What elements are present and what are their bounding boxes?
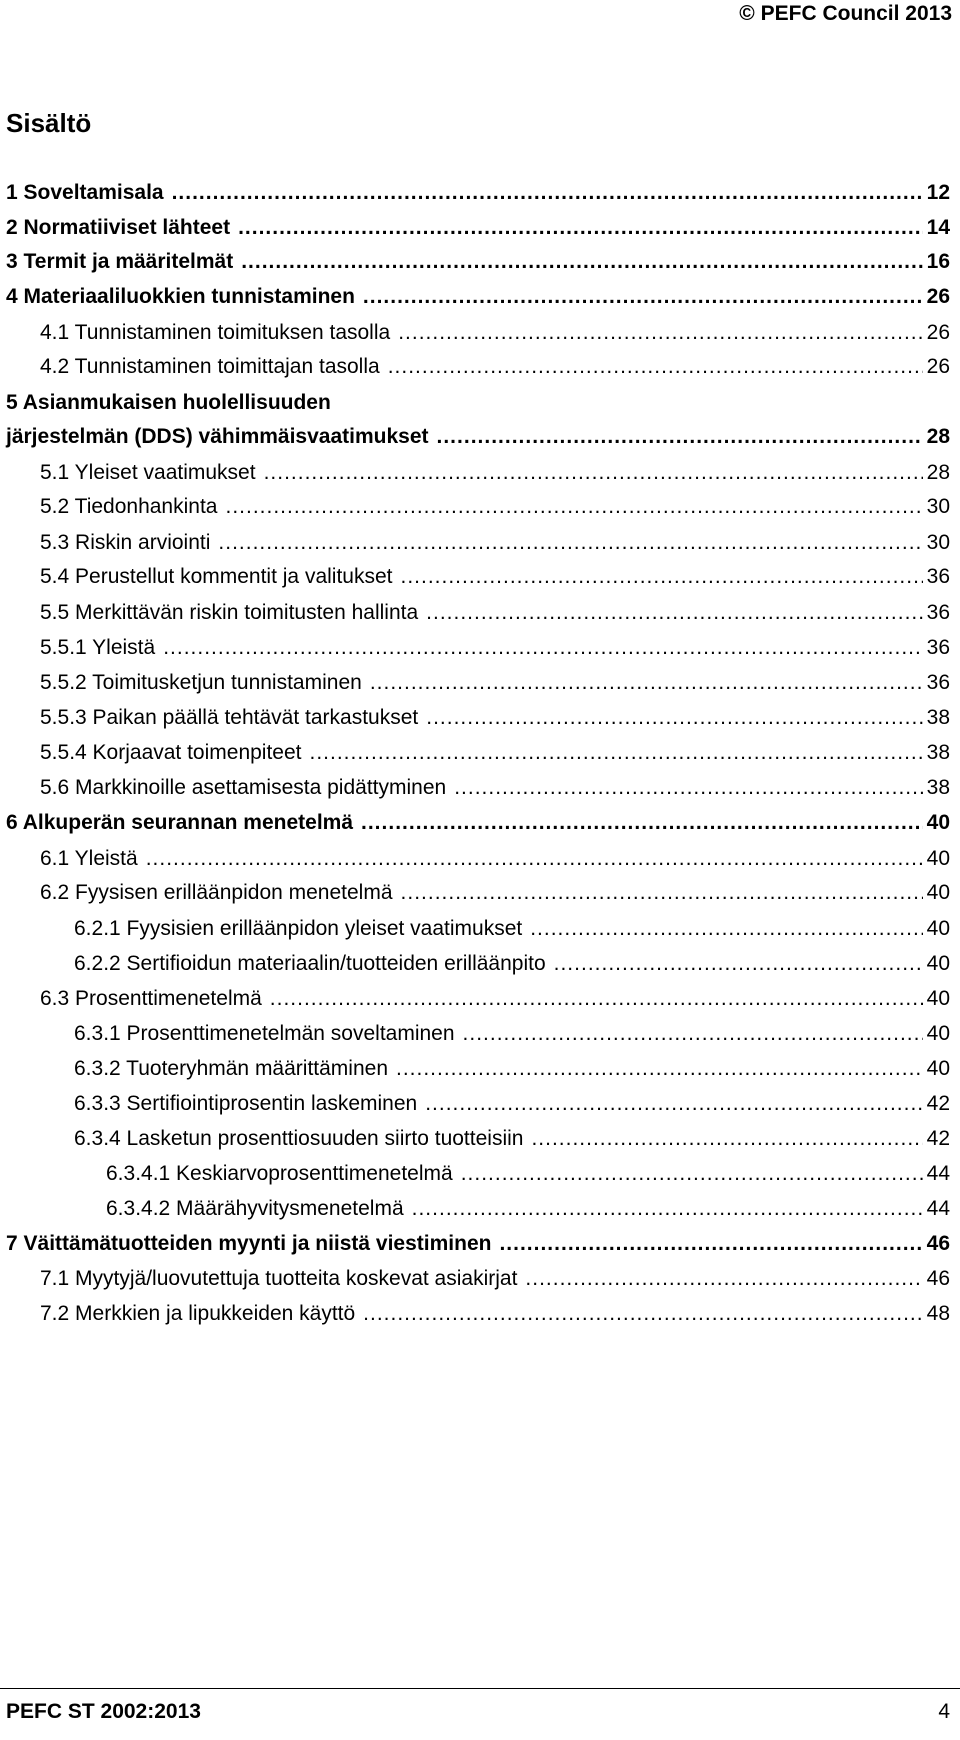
toc-entry[interactable] <box>6 181 950 211</box>
toc-entry[interactable] <box>40 461 950 491</box>
toc-leader-dots <box>525 1267 922 1291</box>
toc-entry-page: 44 <box>926 1162 950 1185</box>
toc-entry[interactable] <box>40 1267 950 1297</box>
toc-entry-page: 14 <box>926 216 950 239</box>
toc-entry-multiline-title-line1 <box>6 391 950 426</box>
toc-entry-label: 5.5.4 Korjaavat toimenpiteet <box>40 741 302 764</box>
toc-entry-label: 6.3.1 Prosenttimenetelmän soveltaminen <box>74 1022 455 1045</box>
toc-entry-page: 26 <box>926 355 950 378</box>
toc-entry[interactable] <box>40 987 950 1017</box>
footer-divider <box>0 1688 960 1689</box>
toc-entry-page: 12 <box>926 181 950 204</box>
toc-leader-dots <box>461 1162 923 1186</box>
toc-entry-page: 48 <box>926 1302 950 1325</box>
toc-leader-dots <box>437 425 923 449</box>
toc-entry-label: 5.5.3 Paikan päällä tehtävät tarkastukset <box>40 706 419 729</box>
toc-entry-label: 6.3 Prosenttimenetelmä <box>40 987 262 1010</box>
toc-entry-page: 38 <box>926 776 950 799</box>
toc-leader-dots <box>370 671 923 695</box>
toc-entry-page: 26 <box>926 321 950 344</box>
toc-entry-page: 30 <box>926 495 950 518</box>
toc-entry-page: 40 <box>926 987 950 1010</box>
toc-entry-label: 4.1 Tunnistaminen toimituksen tasolla <box>40 321 391 344</box>
toc-leader-dots <box>530 917 922 941</box>
toc-entry-label: 6.2.2 Sertifioidun materiaalin/tuotteiden erilläänpito <box>74 952 546 975</box>
toc-entry-page: 40 <box>926 1022 950 1045</box>
toc-entry-label: 5.4 Perustellut kommentit ja valitukset <box>40 565 393 588</box>
toc-entry[interactable] <box>106 1162 950 1192</box>
toc-entry-label: 5.5 Merkittävän riskin toimitusten hallinta <box>40 601 419 624</box>
toc-entry[interactable] <box>6 811 950 841</box>
toc-leader-dots <box>163 636 922 660</box>
toc-leader-dots <box>401 565 923 589</box>
toc-leader-dots <box>425 1092 922 1116</box>
toc-entry-page: 28 <box>926 425 950 448</box>
toc-entry[interactable] <box>40 776 950 806</box>
toc-entry-page: 38 <box>926 741 950 764</box>
toc-entry[interactable] <box>40 355 950 385</box>
toc-leader-dots <box>426 601 922 625</box>
toc-entry[interactable] <box>74 1127 950 1157</box>
toc-entry[interactable] <box>40 706 950 736</box>
toc-entry-page: 40 <box>926 847 950 870</box>
toc-entry-page: 36 <box>926 601 950 624</box>
toc-leader-dots <box>426 706 922 730</box>
toc-entry-label: 7.1 Myytyjä/luovutettuja tuotteita koskevat asiakirjat <box>40 1267 518 1290</box>
toc-leader-dots <box>531 1127 922 1151</box>
toc-leader-dots <box>396 1057 923 1081</box>
toc-entry[interactable] <box>6 285 950 315</box>
toc-entry-label: 6.1 Yleistä <box>40 847 138 870</box>
toc-entry[interactable] <box>74 952 950 982</box>
toc-entry-page: 40 <box>926 811 950 834</box>
toc-leader-dots <box>241 250 922 274</box>
toc-entry-page: 46 <box>926 1267 950 1290</box>
toc-leader-dots <box>554 952 923 976</box>
toc-leader-dots <box>310 741 923 765</box>
toc-entry-page: 36 <box>926 636 950 659</box>
toc-leader-dots <box>146 847 923 871</box>
toc-entry-page: 40 <box>926 881 950 904</box>
toc-leader-dots <box>463 1022 923 1046</box>
toc-entry-page: 40 <box>926 917 950 940</box>
footer-page-number: 4 <box>938 1700 950 1723</box>
toc-entry-label: 4 Materiaaliluokkien tunnistaminen <box>6 285 355 308</box>
toc-heading: Sisältö <box>6 108 92 138</box>
toc-entry-label: 5.2 Tiedonhankinta <box>40 495 218 518</box>
toc-entry-label: 6 Alkuperän seurannan menetelmä <box>6 811 354 834</box>
toc-entry-label: 6.3.4 Lasketun prosenttiosuuden siirto tuotteisiin <box>74 1127 524 1150</box>
toc-entry-page: 38 <box>926 706 950 729</box>
toc-leader-dots <box>454 776 922 800</box>
toc-leader-dots <box>238 216 923 240</box>
toc-entry-page: 42 <box>926 1127 950 1150</box>
toc-entry-page: 16 <box>926 250 950 273</box>
toc-entry[interactable] <box>40 321 950 351</box>
toc-entry-label: 6.2 Fyysisen erilläänpidon menetelmä <box>40 881 393 904</box>
toc-entry-label: 5.6 Markkinoille asettamisesta pidättyminen <box>40 776 447 799</box>
toc-entry[interactable] <box>6 216 950 246</box>
toc-entry[interactable] <box>40 847 950 877</box>
toc-leader-dots <box>270 987 923 1011</box>
toc-entry[interactable] <box>74 1022 950 1052</box>
toc-leader-dots <box>363 1302 922 1326</box>
copyright-notice: © PEFC Council 2013 <box>739 2 952 25</box>
toc-entry-label: 7.2 Merkkien ja lipukkeiden käyttö <box>40 1302 356 1325</box>
toc-entry-label: 5.5.1 Yleistä <box>40 636 156 659</box>
toc-entry[interactable] <box>6 250 950 280</box>
toc-entry[interactable] <box>40 636 950 666</box>
toc-entry[interactable] <box>74 1057 950 1087</box>
toc-entry-label: 5 Asianmukaisen huolellisuuden <box>6 391 331 414</box>
toc-leader-dots <box>225 495 922 519</box>
toc-entry-label: 6.3.2 Tuoteryhmän määrittäminen <box>74 1057 388 1080</box>
toc-entry[interactable] <box>40 741 950 771</box>
toc-entry-label: 7 Väittämätuotteiden myynti ja niistä viestiminen <box>6 1232 492 1255</box>
toc-entry[interactable] <box>6 1232 950 1262</box>
toc-leader-dots <box>218 531 922 555</box>
toc-entry-label: 2 Normatiiviset lähteet <box>6 216 231 239</box>
toc-leader-dots <box>499 1232 922 1256</box>
toc-leader-dots <box>401 881 923 905</box>
toc-entry-label: 4.2 Tunnistaminen toimittajan tasolla <box>40 355 380 378</box>
toc-entry[interactable] <box>40 1302 950 1332</box>
toc-entry-label: 1 Soveltamisala <box>6 181 164 204</box>
toc-entry-page: 46 <box>926 1232 950 1255</box>
toc-entry-label: 6.3.4.2 Määrähyvitysmenetelmä <box>106 1197 404 1220</box>
toc-entry-label-line2: järjestelmän (DDS) vähimmäisvaatimukset <box>6 425 429 448</box>
toc-entry-page: 26 <box>926 285 950 308</box>
toc-entry[interactable] <box>40 881 950 911</box>
toc-entry-label: 5.1 Yleiset vaatimukset <box>40 461 256 484</box>
toc-entry[interactable] <box>40 565 950 595</box>
toc-entry-page: 42 <box>926 1092 950 1115</box>
toc-entry[interactable] <box>40 601 950 631</box>
toc-leader-dots <box>388 355 923 379</box>
toc-leader-dots <box>264 461 923 485</box>
toc-entry[interactable] <box>40 531 950 561</box>
toc-entry[interactable] <box>106 1197 950 1227</box>
toc-entry-page: 36 <box>926 671 950 694</box>
toc-entry-page: 40 <box>926 952 950 975</box>
toc-entry-page: 30 <box>926 531 950 554</box>
footer-document-id: PEFC ST 2002:2013 <box>6 1700 201 1723</box>
toc-entry-label: 5.5.2 Toimitusketjun tunnistaminen <box>40 671 362 694</box>
toc-leader-dots <box>398 321 922 345</box>
toc-leader-dots <box>412 1197 923 1221</box>
toc-entry-page: 28 <box>926 461 950 484</box>
toc-entry-page: 40 <box>926 1057 950 1080</box>
toc-entry-label: 6.3.3 Sertifiointiprosentin laskeminen <box>74 1092 418 1115</box>
toc-entry[interactable] <box>74 1092 950 1122</box>
toc-entry-label: 6.2.1 Fyysisien erilläänpidon yleiset vaatimukset <box>74 917 523 940</box>
toc-entry-page: 44 <box>926 1197 950 1220</box>
toc-entry[interactable] <box>40 671 950 701</box>
toc-leader-dots <box>361 811 923 835</box>
toc-entry-label: 5.3 Riskin arviointi <box>40 531 211 554</box>
toc-entry-label: 6.3.4.1 Keskiarvoprosenttimenetelmä <box>106 1162 453 1185</box>
toc-leader-dots <box>172 181 923 205</box>
toc-entry-label: 3 Termit ja määritelmät <box>6 250 234 273</box>
toc-entry-page: 36 <box>926 565 950 588</box>
toc-entry[interactable] <box>74 917 950 947</box>
toc-entry[interactable] <box>6 425 950 455</box>
toc-entry[interactable] <box>40 495 950 525</box>
toc-leader-dots <box>363 285 923 309</box>
